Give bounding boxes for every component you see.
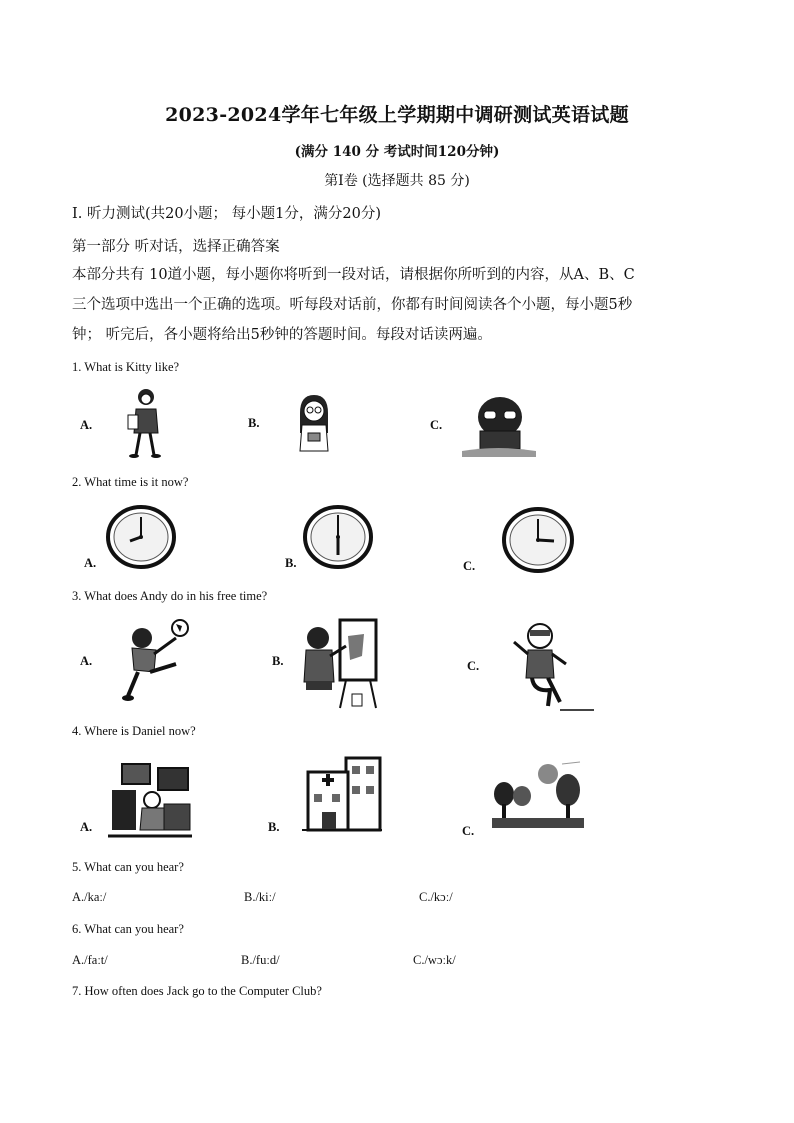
q1-option-c-label: C.	[430, 418, 443, 432]
page-title: 2023-2024学年七年级上学期期中调研测试英语试题	[165, 104, 629, 126]
q3-option-c-label: C.	[467, 659, 480, 673]
question-7: 7. How often does Jack go to the Computer Club?	[72, 984, 322, 998]
q4-option-c-label: C.	[462, 824, 475, 838]
q6-option-c: C./wɔːk/	[413, 953, 456, 967]
q4-room-with-computer-picture	[108, 760, 192, 840]
q1-girl-with-glasses-picture	[294, 393, 334, 455]
volume-heading: 第Ⅰ卷 (选择题共 85 分)	[324, 173, 470, 189]
q5-option-c: C./kɔː/	[419, 890, 453, 904]
q1-girl-with-bag-picture	[118, 385, 168, 460]
q2-option-b-label: B.	[285, 556, 297, 570]
q3-option-b-label: B.	[272, 654, 284, 668]
instruction-line: 三个选项中选出一个正确的选项。听每段对话前，你都有时间阅读各个小题，每小题5秒	[72, 297, 633, 313]
part-one-heading: 第一部分 听对话，选择正确答案	[72, 239, 280, 255]
q2-option-a-label: A.	[84, 556, 97, 570]
question-1: 1. What is Kitty like?	[72, 360, 180, 374]
q4-hospital-picture	[302, 756, 382, 832]
q2-clock-a	[106, 505, 176, 569]
q1-option-a-label: A.	[80, 418, 93, 432]
question-6: 6. What can you hear?	[72, 922, 184, 936]
q6-option-b: B./fuːd/	[241, 953, 280, 967]
instructions	[72, 260, 722, 350]
question-3: 3. What does Andy do in his free time?	[72, 589, 268, 603]
q5-option-a: A./kaː/	[72, 890, 107, 904]
q3-option-a-label: A.	[80, 654, 93, 668]
q3-boy-dancing-picture	[510, 620, 596, 716]
listening-heading: Ⅰ. 听力测试(共20小题； 每小题1分，满分20分)	[72, 206, 381, 222]
q1-boy-with-glasses-picture	[458, 395, 540, 459]
q5-option-b: B./kiː/	[244, 890, 276, 904]
q2-clock-b	[303, 505, 373, 569]
q6-option-a: A./faːt/	[72, 953, 108, 967]
q3-boy-playing-football-picture	[120, 618, 192, 706]
instruction-line: 本部分共有 10道小题，每小题你将听到一段对话，请根据你所听到的内容，从A、B、C	[72, 267, 635, 283]
q2-clock-c	[502, 507, 574, 573]
instruction-line: 钟； 听完后，各小题将给出5秒钟的答题时间。每段对话读两遍。	[72, 327, 492, 343]
question-4: 4. Where is Daniel now?	[72, 724, 196, 738]
score-time-info: (满分 140 分 考试时间120分钟)	[294, 144, 500, 160]
q3-boy-painting-picture	[300, 616, 384, 710]
q4-park-picture	[492, 760, 584, 830]
q4-option-a-label: A.	[80, 820, 93, 834]
question-2: 2. What time is it now?	[72, 475, 189, 489]
q4-option-b-label: B.	[268, 820, 280, 834]
q2-option-c-label: C.	[463, 559, 476, 573]
q1-option-b-label: B.	[248, 416, 260, 430]
question-5: 5. What can you hear?	[72, 860, 184, 874]
